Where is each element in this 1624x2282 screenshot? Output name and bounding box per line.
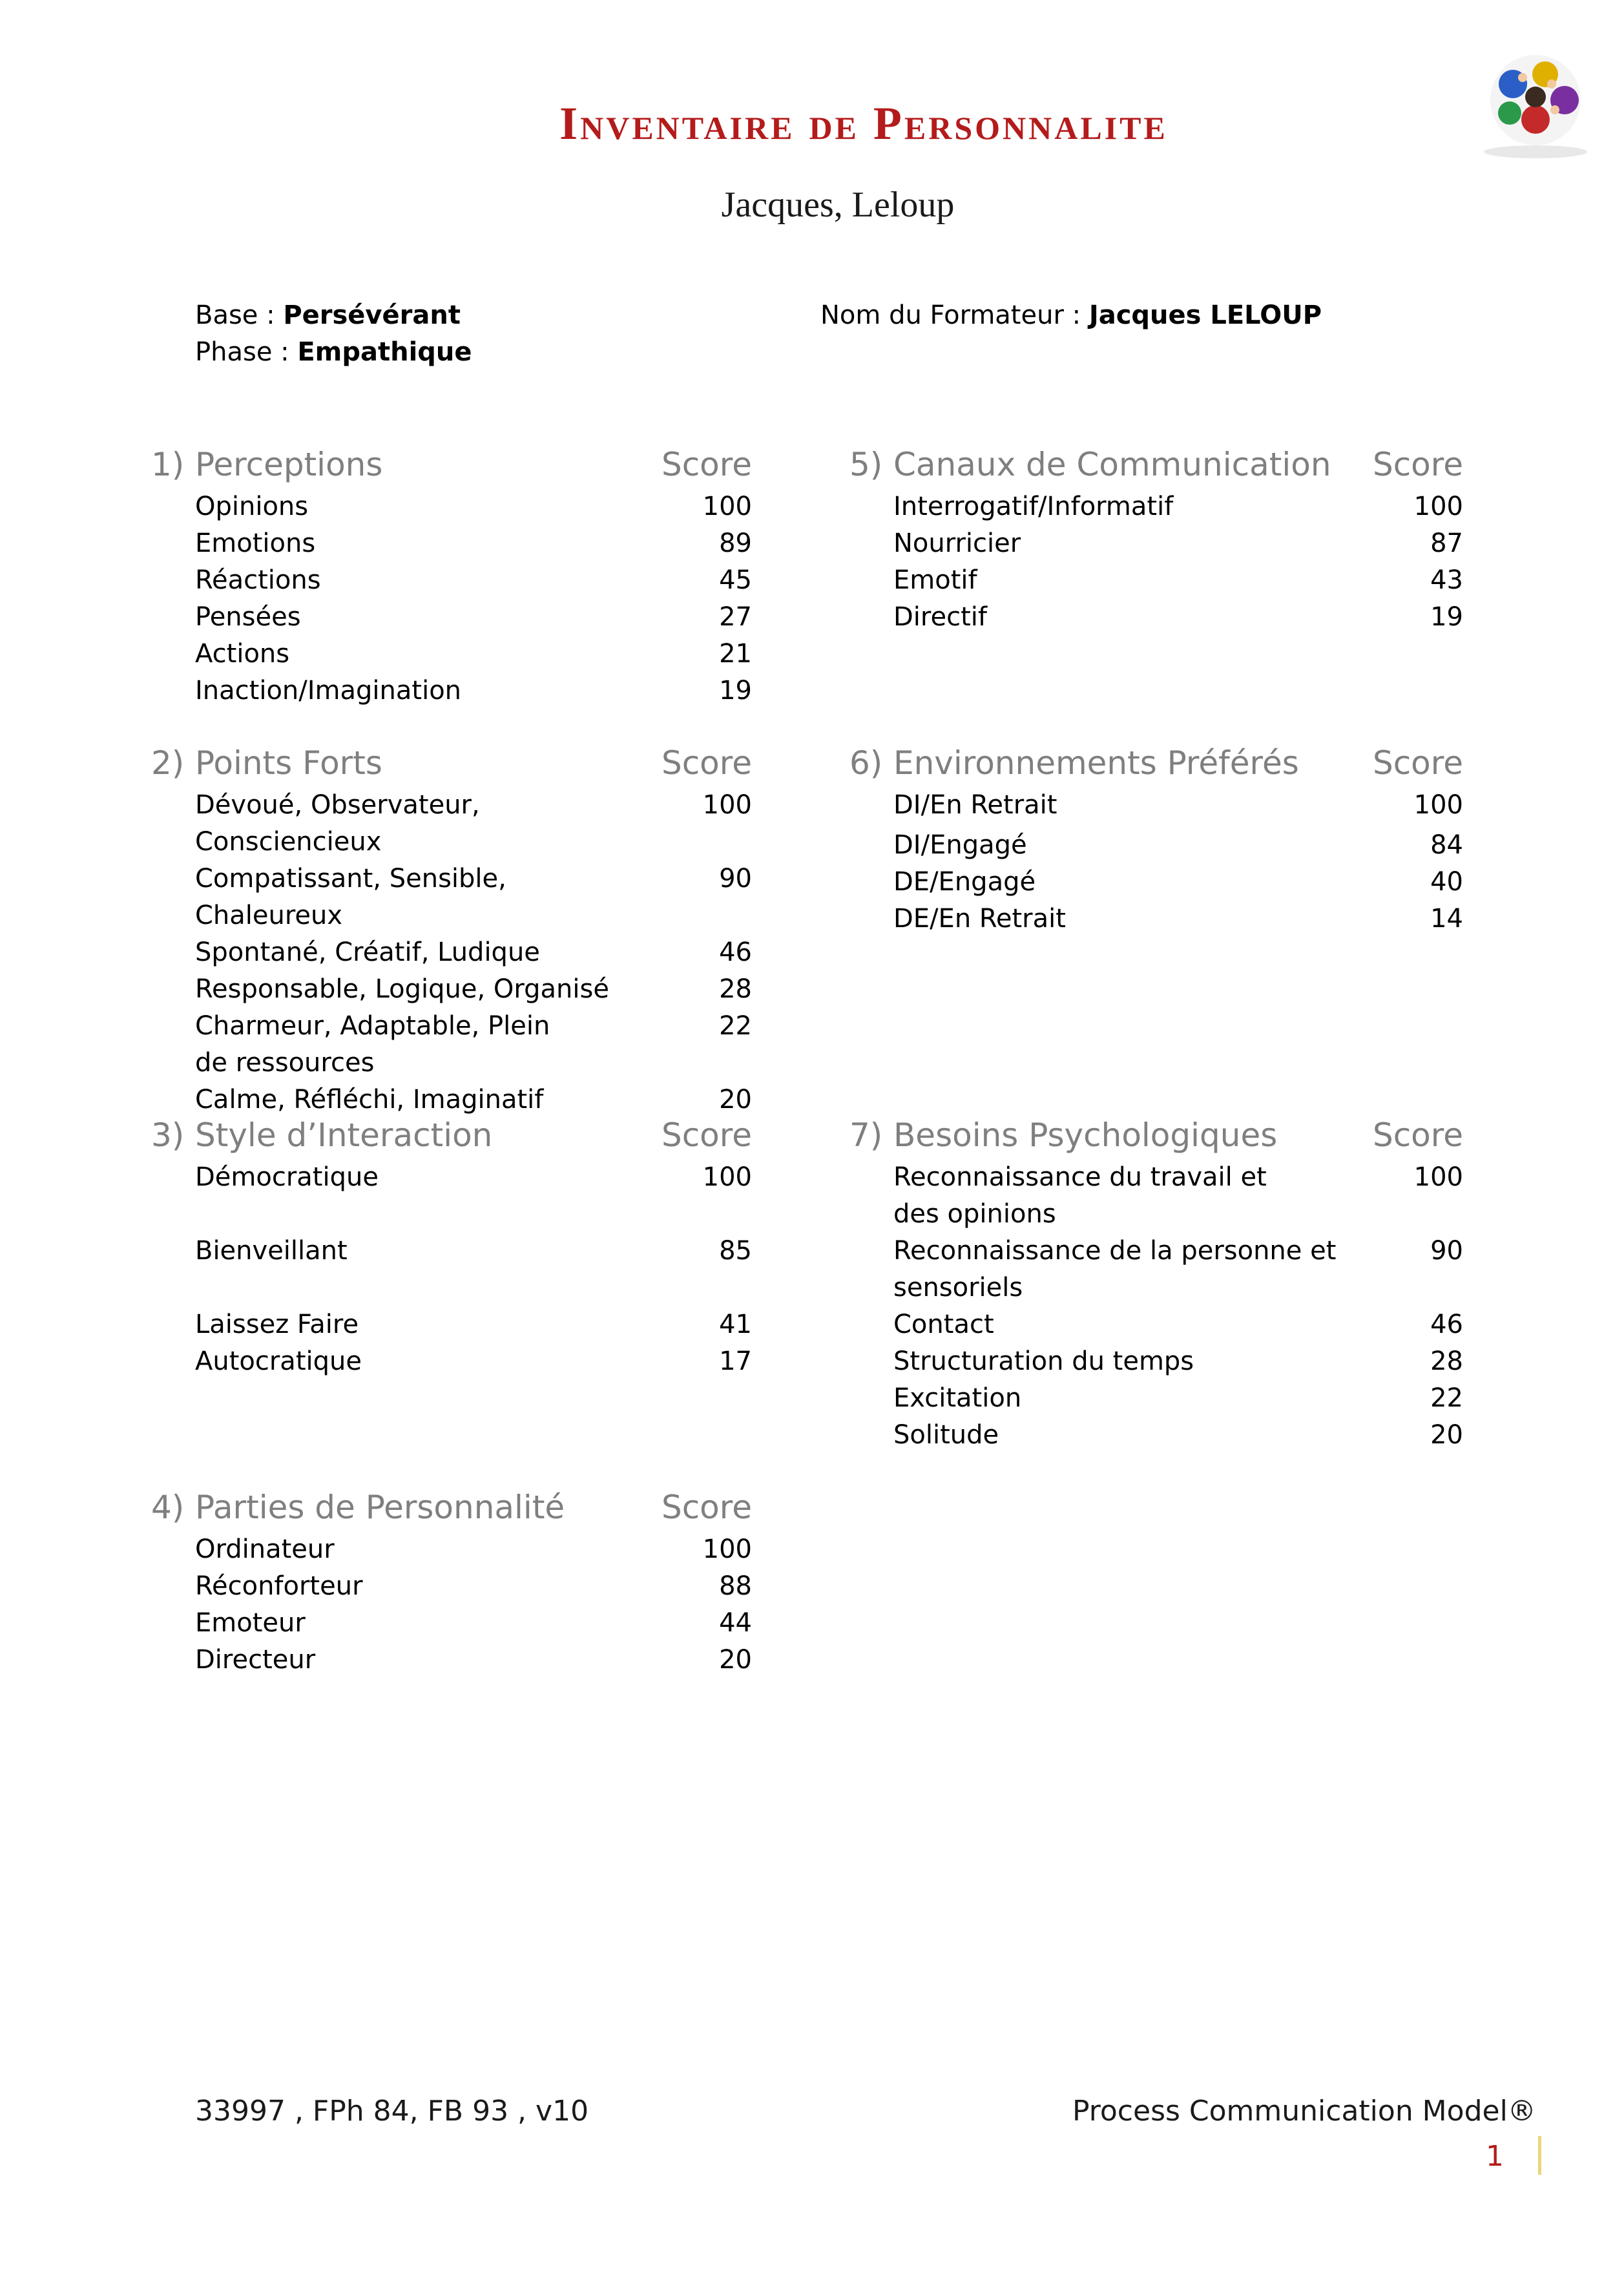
section-header: 1) Perceptions Score (151, 446, 752, 483)
list-item: Reconnaissance de la personne et sensoriels 90 (893, 1236, 1463, 1303)
list-item: Ordinateur 100 (195, 1534, 752, 1564)
list-item: Dévoué, Observateur, Consciencieux 100 (195, 790, 752, 857)
list-item: Démocratique 100 (195, 1162, 752, 1192)
list-item: DI/En Retrait 100 (893, 790, 1463, 820)
list-item: Compatissant, Sensible, Chaleureux 90 (195, 864, 752, 930)
score-header: Score (661, 744, 752, 782)
list-item: Excitation 22 (893, 1383, 1463, 1413)
score-header: Score (1372, 744, 1463, 782)
list-item: Nourricier 87 (893, 529, 1463, 558)
list-item: Réactions 45 (195, 565, 752, 595)
footer-brand: Process Communication Model® (1072, 2095, 1536, 2128)
score-header: Score (661, 1489, 752, 1526)
score-header: Score (1372, 446, 1463, 483)
list-item: Pensées 27 (195, 602, 752, 632)
section-style-interaction (151, 1116, 752, 1380)
score-header: Score (661, 446, 752, 483)
list-item: Solitude 20 (893, 1420, 1463, 1450)
list-item: Structuration du temps 28 (893, 1346, 1463, 1376)
list-item: DE/Engagé 40 (893, 867, 1463, 897)
section-title: Canaux de Communication (893, 446, 1331, 483)
section-title: Parties de Personnalité (195, 1489, 565, 1526)
section-header: 7) Besoins Psychologiques Score (849, 1116, 1463, 1154)
list-item: Emotions 89 (195, 529, 752, 558)
section-title: Points Forts (195, 744, 382, 782)
trainer-value: Jacques LELOUP (1088, 300, 1322, 330)
section-title: Perceptions (195, 446, 383, 483)
list-item: DI/Engagé 84 (893, 830, 1463, 860)
base-value: Persévérant (283, 300, 461, 330)
section-title: Besoins Psychologiques (893, 1116, 1278, 1154)
list-item: Emoteur 44 (195, 1608, 752, 1638)
page-marker (1538, 2136, 1541, 2175)
section-besoins-psychologiques (849, 1116, 1463, 1454)
list-item: DE/En Retrait 14 (893, 904, 1463, 934)
list-item: Spontané, Créatif, Ludique 46 (195, 937, 752, 967)
list-item: Responsable, Logique, Organisé 28 (195, 974, 752, 1004)
list-item: Calme, Réfléchi, Imaginatif 20 (195, 1085, 752, 1115)
section-perceptions (151, 446, 752, 709)
score-header: Score (1372, 1116, 1463, 1154)
score-header: Score (661, 1116, 752, 1154)
section-points-forts (151, 744, 752, 1118)
list-item: Actions 21 (195, 639, 752, 669)
list-item: Directeur 20 (195, 1645, 752, 1675)
section-title: Environnements Préférés (893, 744, 1299, 782)
section-header: 4) Parties de Personnalité Score (151, 1489, 752, 1526)
person-name: Jacques, Leloup (721, 185, 955, 225)
section-canaux-communication (849, 446, 1463, 636)
phase-value: Empathique (297, 337, 472, 367)
section-header: 2) Points Forts Score (151, 744, 752, 782)
list-item: Emotif 43 (893, 565, 1463, 595)
page-number: 1 (1486, 2140, 1504, 2173)
section-title: Style d’Interaction (195, 1116, 493, 1154)
list-item: Directif 19 (893, 602, 1463, 632)
profile-meta (195, 297, 472, 371)
section-header: 5) Canaux de Communication Score (849, 446, 1463, 483)
footer-reference: 33997 , FPh 84, FB 93 , v10 (195, 2095, 589, 2128)
section-environnements (849, 744, 1463, 937)
list-item: Réconforteur 88 (195, 1571, 752, 1601)
section-header: 3) Style d’Interaction Score (151, 1116, 752, 1154)
section-header: 6) Environnements Préférés Score (849, 744, 1463, 782)
trainer-line: Nom du Formateur : Jacques LELOUP (820, 300, 1322, 330)
list-item: Laissez Faire 41 (195, 1310, 752, 1339)
list-item: Inaction/Imagination 19 (195, 676, 752, 706)
list-item: Autocratique 17 (195, 1346, 752, 1376)
list-item: Contact 46 (893, 1310, 1463, 1339)
base-line: Base : Persévérant (195, 300, 461, 330)
phase-line: Phase : Empathique (195, 337, 472, 367)
page-title: Inventaire de Personnalite (559, 98, 1168, 149)
list-item: Interrogatif/Informatif 100 (893, 492, 1463, 521)
list-item: Bienveillant 85 (195, 1236, 752, 1266)
list-item: Charmeur, Adaptable, Plein de ressources 22 (195, 1011, 752, 1078)
list-item: Opinions 100 (195, 492, 752, 521)
list-item: Reconnaissance du travail et des opinions 100 (893, 1162, 1463, 1229)
section-parties-personnalite (151, 1489, 752, 1679)
